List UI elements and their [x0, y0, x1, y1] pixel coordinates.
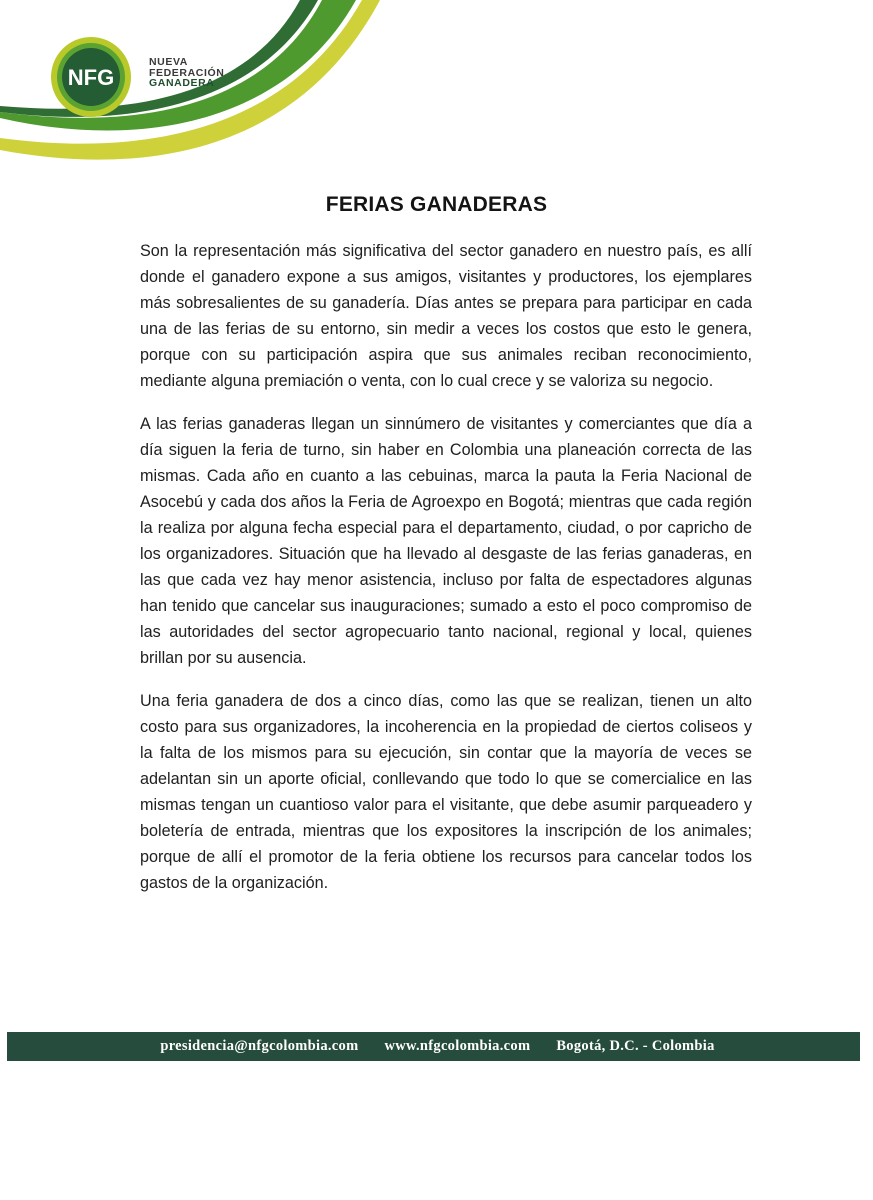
nfg-logo-mark: [50, 36, 132, 118]
document-title: FERIAS GANADERAS: [325, 193, 548, 216]
footer-email: presidencia@nfgcolombia.com: [160, 1038, 359, 1054]
organization-name: [149, 57, 224, 89]
logo-mark-text: NFG: [67, 65, 115, 90]
paragraph-2: A las ferias ganaderas llegan un sinnúmero de visitantes y comerciantes que día a día siguen la feria de turno, sin haber en Colombia una planeación correcta de las mismas. Cada año en cuanto a las cebuinas, marca la pauta la Feria Nacional de Asocebú y cada dos años la Feria de Agroexpo en Bogotá; mientras que cada región la realiza por alguna fecha especial para el departamento, ciudad, o por capricho de los organizadores. Situación que ha llevado al desgaste de las ferias ganaderas, en las que cada vez hay menor asistencia, incluso por falta de espectadores algunas han tenido que cancelar sus inauguraciones; sumado a esto el poco compromiso de las autoridades del sector agropecuario tanto nacional, regional y local, quienes brillan por su ausencia.: [140, 414, 752, 668]
footer-location: Bogotá, D.C. - Colombia: [556, 1038, 715, 1054]
paragraph-1: Son la representación más significativa del sector ganadero en nuestro país, es allí donde el ganadero expone a sus amigos, visitantes y productores, los ejemplares más sobresalientes de su ganadería. Días antes se prepara para participar en cada una de las ferias de su entorno, sin medir a veces los costos que esto le genera, porque con su participación aspira que sus animales reciban reconocimiento, mediante alguna premiación o venta, con lo cual crece y se valoriza su negocio.: [140, 242, 752, 391]
document-body: [140, 238, 752, 912]
nfg-logo: [50, 36, 132, 118]
paragraph-3: Una feria ganadera de dos a cinco días, como las que se realizan, tienen un alto costo para sus organizadores, la incoherencia en la propiedad de ciertos coliseos y la falta de los mismos para su ejecución, sin contar que la mayoría de veces se adelantan sin un aporte oficial, conllevando que todo lo que se comercialice en las mismas tengan un cuantioso valor para el visitante, que debe asumir parqueadero y boletería de entrada, mientras que los expositores la inscripción de los animales; porque de allí el promotor de la feria obtiene los recursos para cancelar todos los gastos de la organización.: [140, 691, 752, 893]
org-name-line-1: NUEVA: [149, 56, 188, 68]
org-name-line-3: GANADERA: [149, 77, 215, 89]
org-name-line-2: FEDERACIÓN: [149, 66, 225, 79]
footer-website: www.nfgcolombia.com: [384, 1038, 531, 1054]
footer-contact-bar: [7, 1032, 860, 1061]
